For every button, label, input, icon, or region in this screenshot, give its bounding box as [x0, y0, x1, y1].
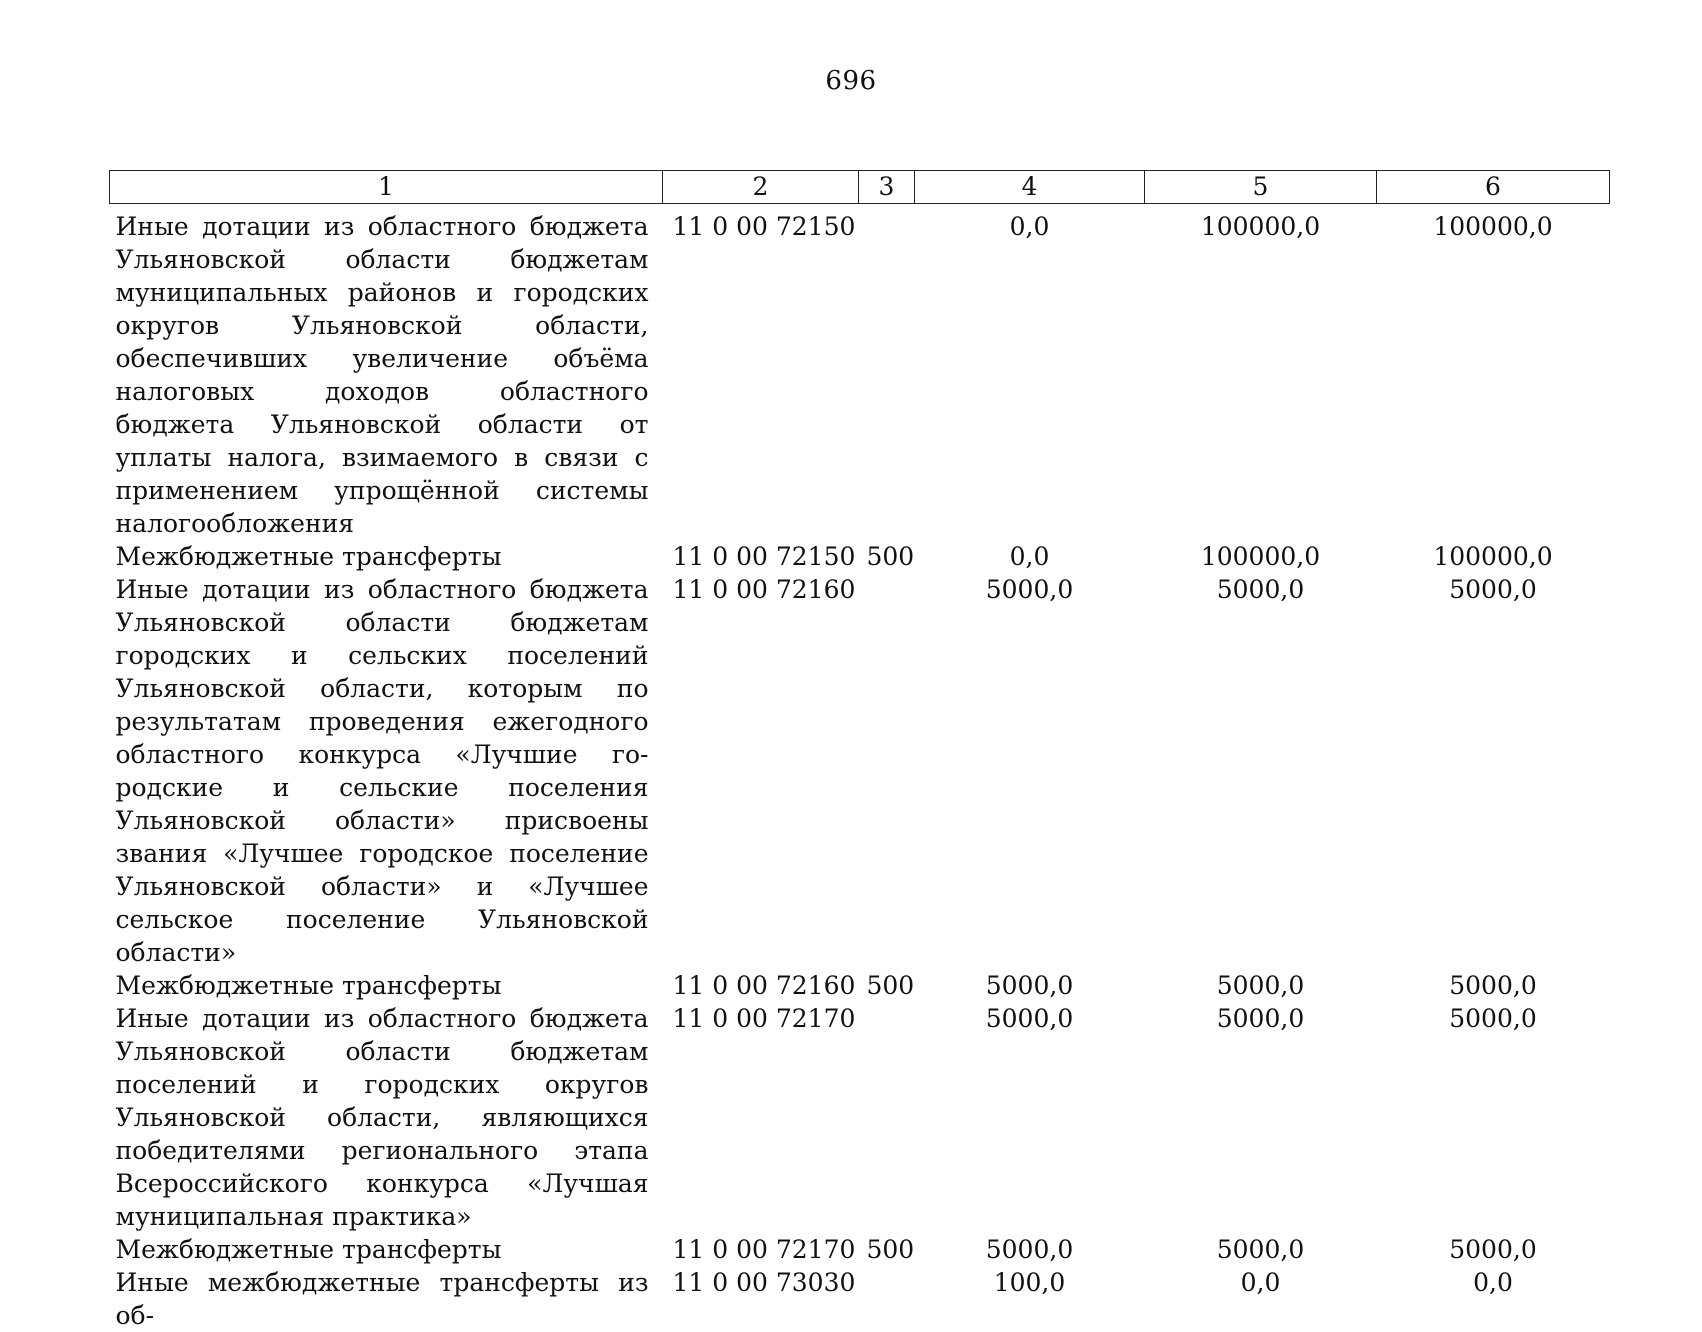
row-expense-type: 500 [859, 1233, 915, 1266]
row-amount-year-3: 5000,0 [1377, 969, 1610, 1002]
table-row [110, 1233, 1610, 1266]
header-col-2: 2 [663, 171, 859, 204]
row-amount-year-1: 0,0 [915, 204, 1145, 541]
row-expense-type [859, 573, 915, 969]
table-header [110, 171, 1610, 204]
table-row [110, 573, 1610, 969]
row-description: Межбюджетные трансферты [110, 1233, 663, 1266]
table-row [110, 204, 1610, 541]
header-col-5: 5 [1145, 171, 1377, 204]
row-target-code: 11 0 00 72150 [663, 204, 859, 541]
row-description: Межбюджетные трансферты [110, 969, 663, 1002]
row-amount-year-3: 100000,0 [1377, 540, 1610, 573]
row-description: Иные дотации из областного бюджета Ульяновской области бюджетам городских и сельских поселений Ульяновской области, которым по результатам проведения ежегодного областного конкурса «Лучшие городские и сельские поселения Ульяновской области» присвоены звания «Лучшее городское поселение Ульяновской области» и «Лучшее сельское поселение Ульяновской области» [110, 573, 663, 969]
row-amount-year-3: 0,0 [1377, 1266, 1610, 1332]
row-amount-year-1: 5000,0 [915, 1002, 1145, 1233]
row-target-code: 11 0 00 73030 [663, 1266, 859, 1332]
budget-table-container [109, 170, 1609, 1332]
row-expense-type: 500 [859, 540, 915, 573]
row-expense-type [859, 204, 915, 541]
table-row [110, 969, 1610, 1002]
table-body [110, 204, 1610, 1332]
table-row [110, 1266, 1610, 1332]
header-col-6: 6 [1377, 171, 1610, 204]
row-description: Иные межбюджетные трансферты из об- [110, 1266, 663, 1332]
row-amount-year-2: 100000,0 [1145, 204, 1377, 541]
row-expense-type: 500 [859, 969, 915, 1002]
header-col-4: 4 [915, 171, 1145, 204]
row-amount-year-2: 5000,0 [1145, 1002, 1377, 1233]
row-amount-year-2: 0,0 [1145, 1266, 1377, 1332]
row-expense-type [859, 1002, 915, 1233]
row-target-code: 11 0 00 72170 [663, 1233, 859, 1266]
row-amount-year-2: 100000,0 [1145, 540, 1377, 573]
row-amount-year-3: 5000,0 [1377, 1233, 1610, 1266]
row-target-code: 11 0 00 72150 [663, 540, 859, 573]
row-target-code: 11 0 00 72160 [663, 573, 859, 969]
row-description: Иные дотации из областного бюджета Ульяновской области бюджетам муниципальных районов и городских округов Ульяновской области, обеспечивших увеличение объёма налоговых доходов областного бюджета Ульяновской области от уплаты налога, взимаемого в связи с применением упрощённой системы налогообложения [110, 204, 663, 541]
row-target-code: 11 0 00 72160 [663, 969, 859, 1002]
row-amount-year-3: 100000,0 [1377, 204, 1610, 541]
row-description: Межбюджетные трансферты [110, 540, 663, 573]
row-amount-year-2: 5000,0 [1145, 1233, 1377, 1266]
row-amount-year-1: 0,0 [915, 540, 1145, 573]
header-row [110, 171, 1610, 204]
table-row [110, 1002, 1610, 1233]
budget-table [109, 170, 1610, 1332]
row-expense-type [859, 1266, 915, 1332]
row-amount-year-1: 5000,0 [915, 573, 1145, 969]
row-amount-year-2: 5000,0 [1145, 573, 1377, 969]
table-row [110, 540, 1610, 573]
page-number: 696 [0, 66, 1702, 96]
row-target-code: 11 0 00 72170 [663, 1002, 859, 1233]
row-amount-year-2: 5000,0 [1145, 969, 1377, 1002]
row-amount-year-3: 5000,0 [1377, 1002, 1610, 1233]
header-col-1: 1 [110, 171, 663, 204]
row-amount-year-1: 100,0 [915, 1266, 1145, 1332]
row-amount-year-3: 5000,0 [1377, 573, 1610, 969]
header-col-3: 3 [859, 171, 915, 204]
row-amount-year-1: 5000,0 [915, 1233, 1145, 1266]
row-description: Иные дотации из областного бюджета Ульяновской области бюджетам поселений и городских округов Ульяновской области, являющихся победителями регионального этапа Всероссийского конкурса «Лучшая муниципальная практика» [110, 1002, 663, 1233]
row-amount-year-1: 5000,0 [915, 969, 1145, 1002]
